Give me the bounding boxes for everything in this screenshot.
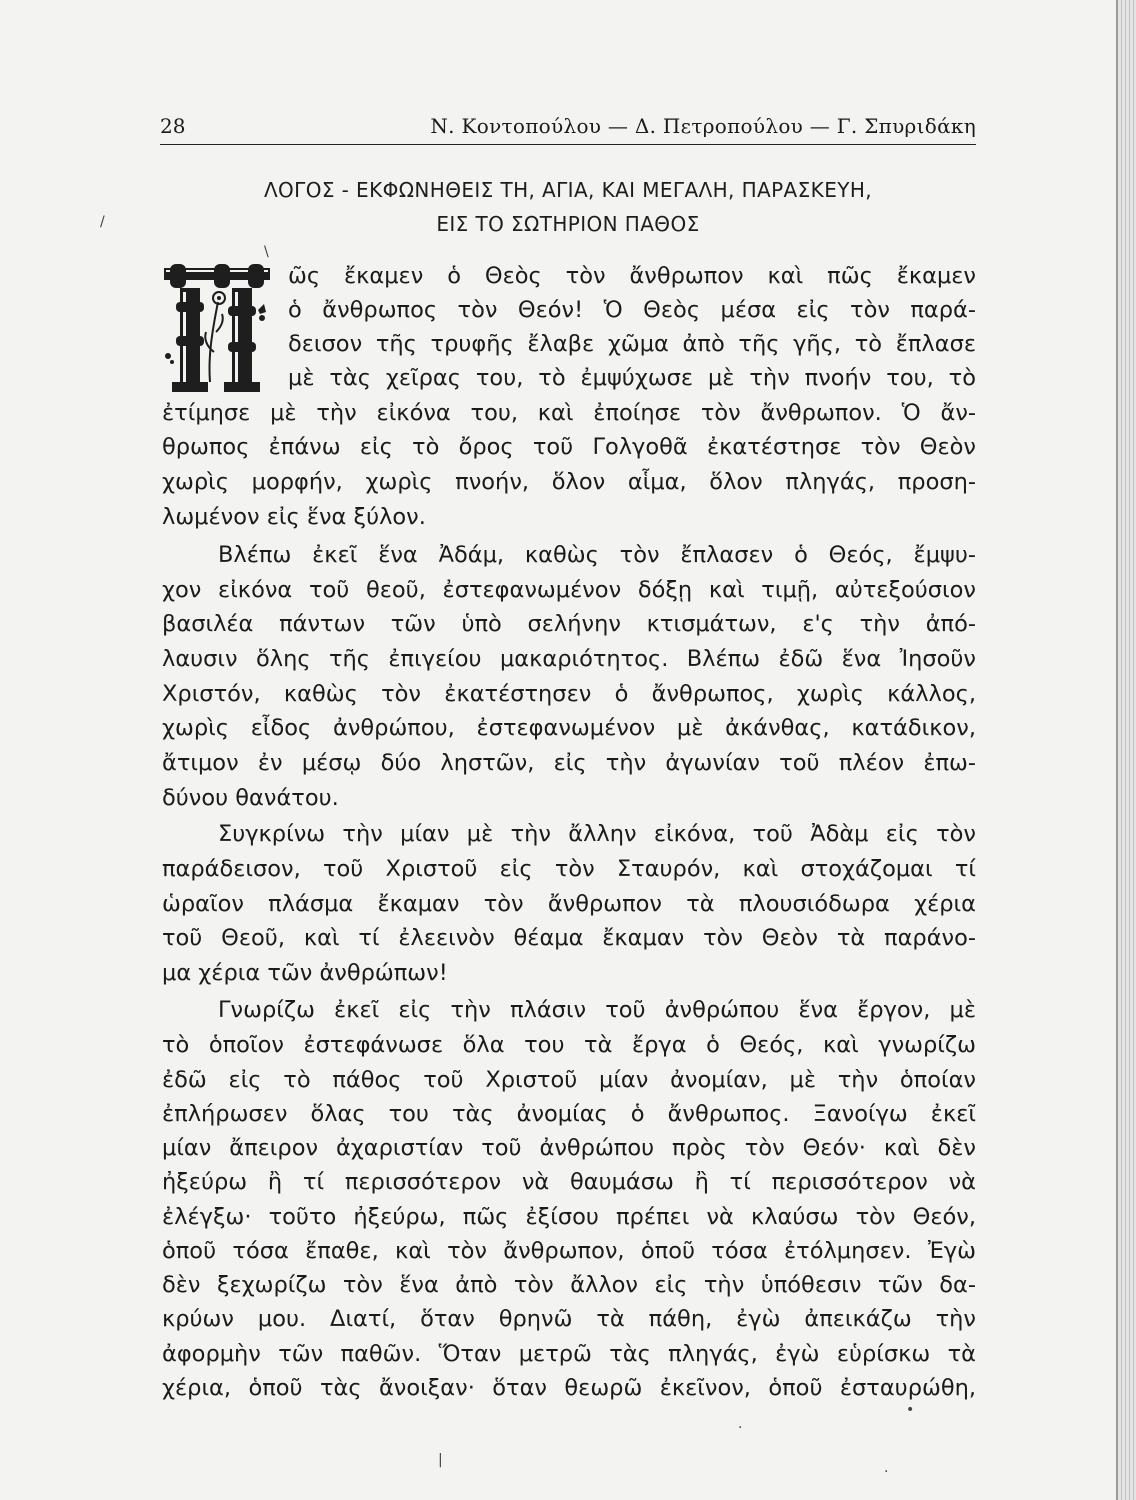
body-line: χωρὶς εἶδος ἀνθρώπου, ἐστεφανωμένον μὲ ἀκάνθας, κατάδικον, (162, 715, 976, 741)
body-line: ὁ ἄνθρωπος τὸν Θεόν! Ὁ Θεὸς μέσα εἰς τὸν παρά- (288, 297, 976, 323)
body-line: ἄτιμον ἐν μέσῳ δύο ληστῶν, εἰς τὴν ἀγωνίαν τοῦ πλέον ἐπω- (162, 750, 976, 776)
page-edge (1118, 0, 1136, 1500)
body-line-indent: Γνωρίζω ἐκεῖ εἰς τὴν πλάσιν τοῦ ἀνθρώπου ἕνα ἔργον, μὲ (218, 997, 976, 1023)
body-line-last: μα χέρια τῶν ἀνθρώπων! (162, 960, 448, 986)
ornamental-drop-cap-pi-icon (162, 262, 272, 396)
section-title-line-2: ΕΙΣ ΤΟ ΣΩΤΗΡΙΟΝ ΠΑΘΟΣ (436, 212, 700, 236)
body-line: ἐπλήρωσεν ὅλας του τὰς ἀνομίας ὁ ἄνθρωπος. Ξανοίγω ἐκεῖ (162, 1101, 976, 1127)
body-line-last: λωμένον εἰς ἕνα ξύλον. (162, 504, 426, 530)
header-authors: Ν. Κοντοπούλου — Δ. Πετροπούλου — Γ. Σπυριδάκη (430, 114, 976, 138)
page-number: 28 (160, 114, 186, 138)
body-line: βασιλέα πάντων τῶν ὑπὸ σελήνην κτισμάτων, ε'ς τὴν ἀπό- (162, 611, 976, 637)
body-line: ἐτίμησε μὲ τὴν εἰκόνα του, καὶ ἐποίησε τὸν ἄνθρωπον. Ὁ ἄν- (162, 400, 976, 426)
body-line-last: δύνου θανάτου. (162, 785, 339, 811)
body-line: ἀφορμὴν τῶν παθῶν. Ὅταν μετρῶ τὰς πληγάς, ἐγὼ εὑρίσκω τὰ (162, 1341, 976, 1367)
body-line: ὡραῖον πλάσμα ἔκαμαν τὸν ἄνθρωπον τὰ πλουσιόδωρα χέρια (162, 891, 976, 917)
body-line: ἐδῶ εἰς τὸ πάθος τοῦ Χριστοῦ μίαν ἀνομίαν, μὲ τὴν ὁποίαν (162, 1067, 976, 1093)
body-line: Χριστόν, καθὼς τὸν ἐκατέστησεν ὁ ἄνθρωπος, χωρὶς κάλλος, (162, 681, 976, 707)
body-line: κρύων μου. Διατί, ὅταν θρηνῶ τὰ πάθη, ἐγὼ ἀπεικάζω τὴν (162, 1306, 976, 1332)
section-title-line-1: ΛΟΓΟΣ - ΕΚΦΩΝΗΘΕΙΣ ΤΗ, ΑΓΙΑ, ΚΑΙ ΜΕΓΑΛΗ, ΠΑΡΑΣΚΕΥΗ, (263, 178, 873, 202)
running-header (160, 112, 976, 145)
body-line: μίαν ἄπειρον ἀχαριστίαν τοῦ ἀνθρώπου πρὸς τὸν Θεόν· καὶ δὲν (162, 1135, 976, 1161)
body-line: τὸ ὁποῖον ἐστεφάνωσε ὅλα του τὰ ἔργα ὁ Θεός, καὶ γνωρίζω (162, 1032, 976, 1058)
body-line: χέρια, ὁποῦ τὰς ἄνοιξαν· ὅταν θεωρῶ ἐκεῖνον, ὁποῦ ἐσταυρώθη, (162, 1375, 976, 1401)
scan-speck: • (906, 1402, 915, 1418)
scan-speck: · (884, 1464, 889, 1480)
body-line: χωρὶς μορφήν, χωρὶς πνοήν, ὅλον αἷμα, ὅλον πληγάς, προση- (162, 469, 976, 495)
body-line: δὲν ξεχωρίζω τὸν ἕνα ἀπὸ τὸν ἄλλον εἰς τὴν ὑπόθεσιν τῶν δα- (162, 1272, 976, 1298)
body-line: τοῦ Θεοῦ, καὶ τί ἐλεεινὸν θέαμα ἔκαμαν τὸν Θεὸν τὰ παράνο- (162, 925, 976, 951)
scan-speck: / (100, 214, 105, 230)
body-line-indent: Βλέπω ἐκεῖ ἕνα Ἀδάμ, καθὼς τὸν ἔπλασεν ὁ Θεός, ἔμψυ- (218, 542, 976, 568)
body-line: χον εἰκόνα τοῦ θεοῦ, ἐστεφανωμένον δόξῃ καὶ τιμῇ, αὐτεξούσιον (162, 577, 976, 603)
body-line: θρωπος ἐπάνω εἰς τὸ ὄρος τοῦ Γολγοθᾶ ἐκατέστησε τὸν Θεὸν (162, 434, 976, 460)
body-line: ὁποῦ τόσα ἔπαθε, καὶ τὸν ἄνθρωπον, ὁποῦ τόσα ἐτόλμησεν. Ἐγὼ (162, 1238, 976, 1264)
body-line: μὲ τὰς χεῖρας του, τὸ ἐμψύχωσε μὲ τὴν πνοήν του, τὸ (288, 365, 976, 391)
scan-speck: · (738, 1420, 743, 1436)
body-line: δεισον τῆς τρυφῆς ἔλαβε χῶμα ἀπὸ τῆς γῆς, τὸ ἔπλασε (288, 331, 976, 357)
scan-speck: \ (264, 244, 269, 260)
body-line-indent: Συγκρίνω τὴν μίαν μὲ τὴν ἄλλην εἰκόνα, τοῦ Ἀδὰμ εἰς τὸν (218, 821, 976, 847)
body-line: ἠξεύρω ἢ τί περισσότερον νὰ θαυμάσω ἢ τί περισσότερον νὰ (162, 1169, 976, 1195)
scan-speck: | (438, 1452, 443, 1468)
body-line: λαυσιν ὅλης τῆς ἐπιγείου μακαριότητος. Βλέπω ἐδῶ ἕνα Ἰησοῦν (162, 646, 976, 672)
body-line: παράδεισον, τοῦ Χριστοῦ εἰς τὸν Σταυρόν, καὶ στοχάζομαι τί (162, 856, 976, 882)
body-line: ῶς ἔκαμεν ὁ Θεὸς τὸν ἄνθρωπον καὶ πῶς ἔκαμεν (288, 263, 976, 289)
body-line: ἐλέγξω· τοῦτο ἠξεύρω, πῶς ἐξίσου πρέπει νὰ κλαύσω τὸν Θεόν, (162, 1204, 976, 1230)
